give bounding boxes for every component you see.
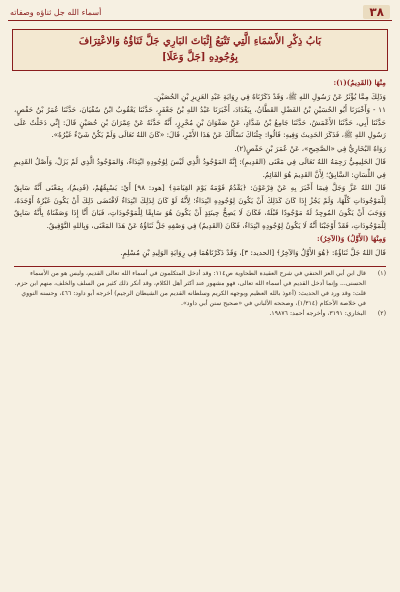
hadith-paragraph: ١١ - وَأَخْبَرَنَا أَبُو الحُسَيْنِ بْنُ الفَضْلِ القَطَّانُ، بِبَغْدَادَ، أَخْبَرَنَا عَبْدُ اللهِ بْنُ جَعْفَرٍ، حَدَّثَنَا يَعْقُوبُ ابْنُ سُفْيَانَ، حَدَّثَنَا عُمَرُ بْنُ حَفْصٍ، حَدَّثَنَا أَبِي، حَدَّثَنَا الأَعْمَشُ، حَدَّثَنَا جَامِعُ بْنُ شَدَّادٍ، عَنْ صَفْوَانَ بْنِ مُحْرِزٍ، أَنَّهُ حَدَّثَهُ عَنْ عِمْرَانَ بْنِ حُصَيْنٍ قَالَ: إِنِّي دَخَلْتُ عَلَى رَسُولِ اللهِ ﷺ، فَذَكَرَ الحَدِيثَ وَفِيهِ: قَالُوا: جِئْنَاكَ نَسْأَلُكَ عَنْ هَذَا الأَمْرِ، قَالَ: «كَانَ اللهُ تَعَالَى وَلَمْ يَكُنْ شَيْءٌ غَيْرُهُ». <box>14 105 386 139</box>
page-header <box>8 4 392 21</box>
footnote-number: (١) <box>377 270 386 277</box>
footnote-text: البخاري: ٣١٩١، وأخرجه أحمد: ١٩٨٧٦. <box>269 310 366 317</box>
footnotes <box>8 269 392 319</box>
running-title: أسماء الله جل ثناؤه وصفاته <box>10 7 102 17</box>
footnote-text: قلت: وقد ورد في الحديث: (أعوذ بالله العظيم وبوجهه الكريم وسلطانه القديم من الشيطان الرجيم) أخرجه أبو داود: ٤٦٦، وحسنه النووي في خلاصة الأحكام (١/٣١٤)، وصححه الألباني في «صحيح سنن أبي داود». <box>21 290 366 307</box>
paragraph-heading-awwal: وَمِنْهَا (الأَوَّلُ) وَ(الآخِرُ): <box>316 234 386 243</box>
page-number: ٣٨ <box>363 5 390 19</box>
paragraph: قَالَ اللهُ جَلَّ ثَنَاؤُهُ: ﴿هُوَ الأَوَّلُ وَالآخِرُ﴾ [الحديد: ٣]، وَقَدْ ذَكَرْنَاهُمَا فِي رِوَايَةِ الوَلِيدِ بْنِ مُسْلِمٍ. <box>120 247 386 257</box>
footnote-text: قال ابن أبي العز الحنفي في شرح العقيدة الطحاوية ص١١٤: وقد أدخل المتكلمون في أسماء الله تعالى القديم، وليس هو من الأسماء الحسنى... وإنما أدخل القديم في أسماء الله تعالى، فهو مشهور عند أكثر أهل الكلام، وقد أنكر ذلك كثير من السلف والخلف، منهم ابن حزم. <box>14 270 366 287</box>
paragraph: رَوَاهُ البُخَارِيُّ فِي «الصَّحِيحِ»، عَنْ عُمَرَ بْنِ حَفْصٍ(٢). <box>234 143 386 153</box>
chapter-title-box <box>12 29 388 71</box>
footnote <box>14 289 386 309</box>
footnote-separator <box>14 266 386 267</box>
chapter-title: بَابُ ذِكْرِ الأَسْمَاءِ الَّتِي تَتْبَعُ إِثْبَاتَ البَارِي جَلَّ ثَنَاؤُهُ وَالاعْتِرَافَ <box>78 36 322 47</box>
paragraph: قَالَ اللهُ عَزَّ وَجَلَّ فِيمَا أَخْبَرَ بِهِ عَنْ فِرْعَوْنَ: ﴿يَقْدُمُ قَوْمَهُ يَوْمَ القِيَامَةِ﴾ [هود: ٩٨] أَيْ: يَسْبِقُهُمْ، (قَدِيمٌ)، بِمَعْنَى أَنَّهُ سَابِقٌ لِلْمَوْجُودَاتِ كُلِّهَا، وَلَمْ يَجُزْ إِذَا كَانَ كَذَلِكَ أَنْ يَكُونَ لِوُجُودِهِ ابْتِدَاءٌ؛ لِأَنَّهُ لَوْ كَانَ لِذَلِكَ ابْتِدَاءٌ لَاقْتَضَى ذَلِكَ أَنْ يَكُونَ غَيْرُهُ أَوْجَدَهُ، وَوَجَبَ أَنْ يَكُونَ المُوجِدُ لَهُ مَوْجُودًا قَبْلَهُ، فَكَانَ لَا يَصِحُّ حِينَئِذٍ أَنْ يَكُونَ هُوَ سَابِقًا لِلْمَوْجُودَاتِ، فَبَانَ أَنَّا إِذَا وَصَفْنَاهُ بِأَنَّهُ سَابِقٌ لِلْمَوْجُودَاتِ، فَقَدْ أَوْجَبْنَا أَنَّهُ لَا يَكُونُ لِوُجُودِهِ ابْتِدَاءٌ، فَكَانَ (القَدِيمُ) فِي وَصْفِهِ جَلَّ ثَنَاؤُهُ عَنْ هَذَا المَعْنَى، وَبِاللهِ التَّوْفِيقُ. <box>14 183 386 230</box>
paragraph: وَذَلِكَ مِمَّا يُؤْثَرُ عَنْ رَسُولِ اللهِ ﷺ، وَقَدْ ذَكَرْنَاهُ فِي رِوَايَةِ عَبْدِ العَزِيزِ بْنِ الحُصَيْنِ. <box>153 91 386 101</box>
paragraph: قَالَ الحَلِيمِيُّ رَحِمَهُ اللهُ تَعَالَى فِي مَعْنَى (القَدِيمِ): إِنَّهُ المَوْجُودُ الَّذِي لَيْسَ لِوُجُودِهِ ابْتِدَاءٌ، وَالمَوْجُودُ الَّذِي لَمْ يَزَلْ، وَأَصْلُ القَدِيمِ فِي اللِّسَانِ: السَّابِقُ؛ لِأَنَّ القَدِيمَ هُوَ القَائِمُ. <box>14 157 386 179</box>
main-text <box>8 75 392 262</box>
footnote <box>14 269 386 289</box>
chapter-subtitle: بِوُجُودِهِ [جَلَّ وَعَلَا] <box>162 52 238 63</box>
footnote-number <box>372 289 386 309</box>
footnote <box>14 309 386 319</box>
footnote-number: (٢) <box>377 310 386 317</box>
paragraph-heading-qadim: مِنْهَا (القَدِيمُ)(١): <box>333 78 386 87</box>
